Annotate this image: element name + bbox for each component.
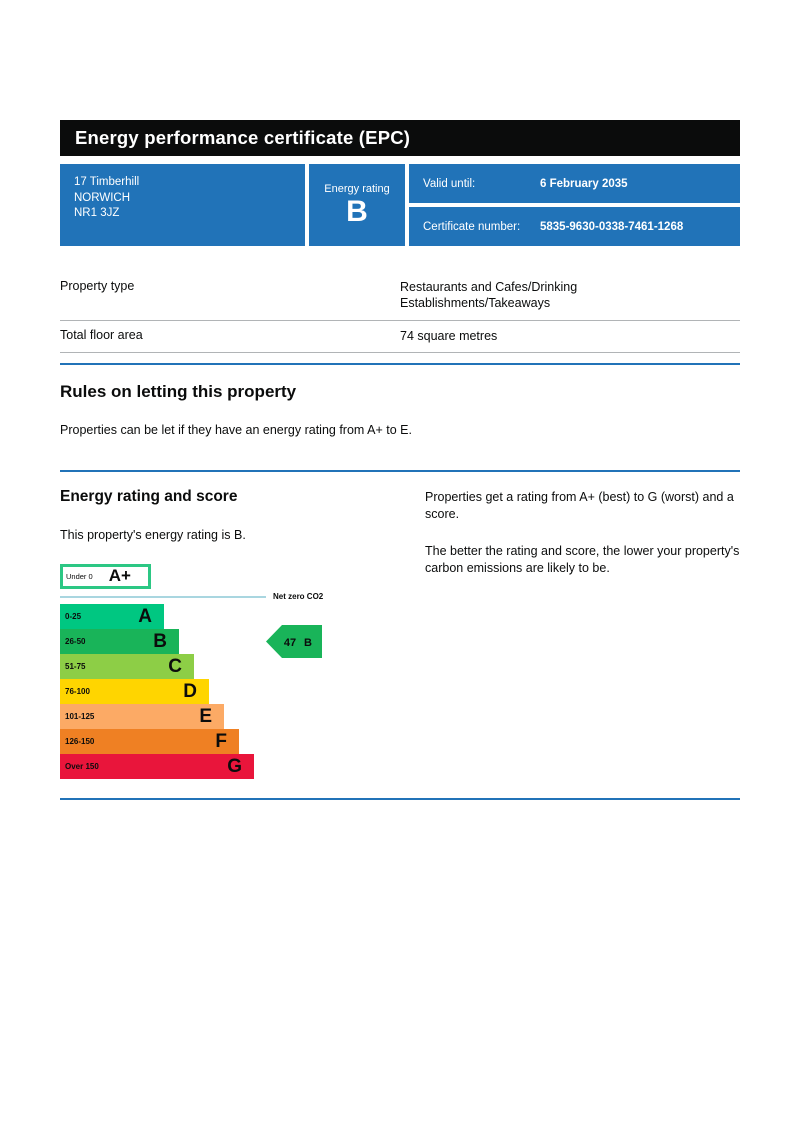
section-divider — [60, 363, 740, 365]
rules-section-body: Properties can be let if they have an energy rating from A+ to E. — [60, 422, 412, 437]
band-range-label: 51-75 — [65, 661, 86, 671]
valid-until-row — [409, 164, 740, 203]
epc-band-a — [60, 604, 164, 629]
band-range-label: 0-25 — [65, 611, 82, 621]
band-grade-letter: A+ — [108, 566, 131, 586]
epc-rating-chart — [60, 564, 425, 779]
epc-band-b — [60, 629, 179, 654]
epc-band-f — [60, 729, 239, 754]
rating-section-right-column — [425, 488, 740, 779]
band-grade-letter: C — [168, 655, 182, 677]
energy-rating-value: B — [346, 195, 368, 228]
epc-band-c — [60, 654, 194, 679]
current-score-arrow — [266, 625, 322, 658]
band-range-label: 76-100 — [65, 686, 90, 696]
epc-band-e — [60, 704, 224, 729]
property-details-table — [60, 272, 740, 353]
validity-column — [409, 164, 740, 246]
certificate-number-row — [409, 207, 740, 246]
certificate-summary — [60, 164, 740, 246]
section-divider — [60, 470, 740, 472]
property-type-value: Restaurants and Cafes/Drinking Establishments/Takeaways — [400, 280, 578, 311]
epc-band-ladder — [60, 604, 425, 779]
rating-info-paragraph: The better the rating and score, the lower your property's carbon emissions are likely to be. — [425, 543, 740, 576]
band-range-label: 126-150 — [65, 736, 95, 746]
band-grade-letter: A — [138, 605, 152, 627]
property-type-label: Property type — [60, 279, 135, 293]
rating-section-heading: Energy rating and score — [60, 487, 238, 505]
band-range-label: Under 0 — [66, 571, 93, 581]
band-grade-letter: D — [183, 680, 197, 702]
current-rating-text: This property's energy rating is B. — [60, 527, 246, 542]
net-zero-line — [60, 596, 266, 598]
rating-section-left-column — [60, 488, 425, 779]
certificate-number-value: 5835-9630-0338-7461-1268 — [540, 220, 684, 233]
rating-info-paragraph: Properties get a rating from A+ (best) to G (worst) and a score. — [425, 489, 734, 522]
epc-band-a-plus — [60, 564, 151, 589]
band-grade-letter: F — [215, 730, 227, 752]
net-zero-marker — [60, 593, 425, 601]
energy-rating-box — [309, 164, 405, 246]
current-score-grade: B — [304, 636, 312, 649]
certificate-header-bar — [60, 120, 740, 156]
energy-rating-section — [60, 488, 740, 779]
band-grade-letter: B — [153, 630, 167, 652]
page-title: Energy performance certificate (EPC) — [75, 127, 411, 148]
energy-rating-label: Energy rating — [324, 183, 390, 195]
certificate-number-label: Certificate number: — [423, 220, 521, 233]
band-range-label: Over 150 — [65, 761, 99, 771]
table-row — [60, 321, 740, 353]
floor-area-label: Total floor area — [60, 327, 143, 342]
address-line-3: NR1 3JZ — [74, 207, 120, 220]
epc-band-g — [60, 754, 254, 779]
valid-until-label: Valid until: — [423, 177, 476, 190]
band-range-label: 26-50 — [65, 636, 86, 646]
address-line-2: NORWICH — [74, 191, 131, 204]
band-grade-letter: E — [199, 705, 212, 727]
section-divider — [60, 798, 740, 800]
valid-until-value: 6 February 2035 — [540, 177, 628, 190]
net-zero-label: Net zero CO2 — [273, 592, 324, 602]
table-row — [60, 272, 740, 321]
rules-section-heading: Rules on letting this property — [60, 381, 297, 401]
address-line-1: 17 Timberhill — [74, 176, 140, 188]
floor-area-value: 74 square metres — [400, 328, 498, 343]
band-range-label: 101-125 — [65, 711, 95, 721]
band-grade-letter: G — [227, 755, 242, 777]
current-score-value: 47 — [283, 636, 297, 649]
property-address-box — [60, 164, 305, 246]
epc-band-d — [60, 679, 209, 704]
